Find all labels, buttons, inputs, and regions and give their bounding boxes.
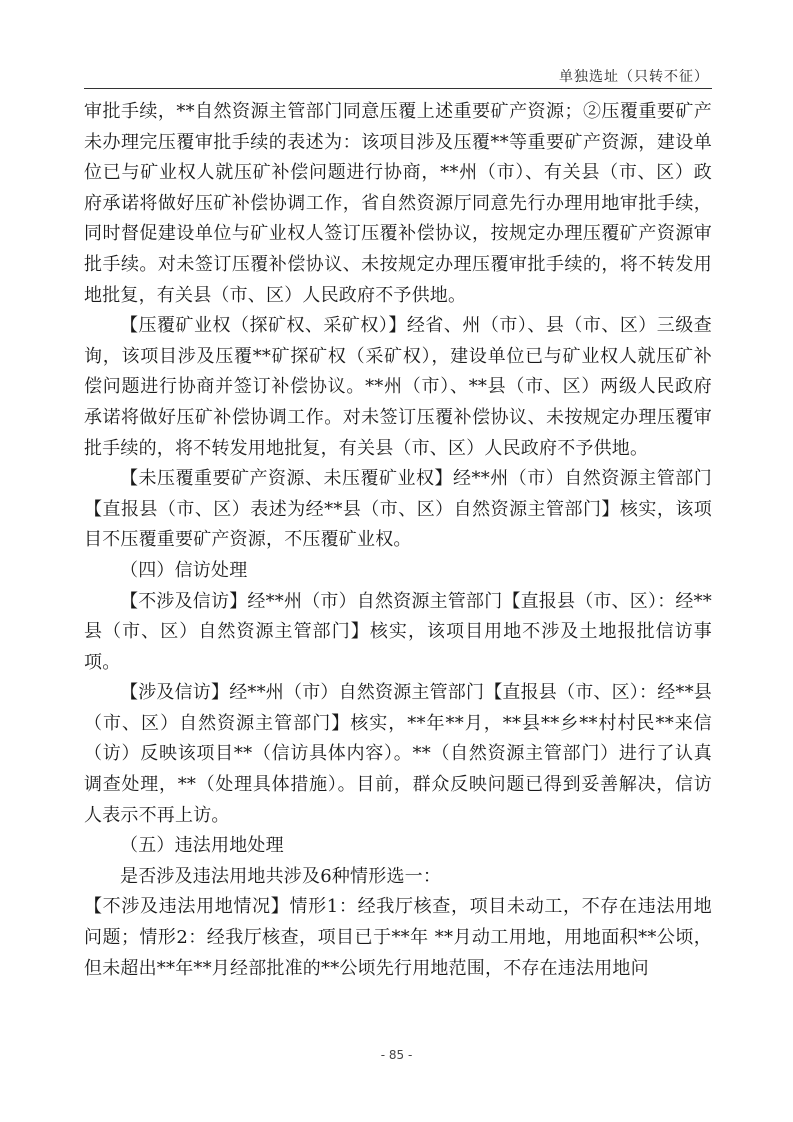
paragraph-no-illegal-land: 【不涉及违法用地情况】情形1：经我厅核查，项目未动工，不存在违法用地问题；情形2：经我厅核查，项目已于**年 **月动工用地，用地面积**公顷，但未超出**年**月经部批准的**公顷先行用地范围，不存在违法用地问 [84,896,712,979]
paragraph-no-overlay: 【未压覆重要矿产资源、未压覆矿业权】经**州（市）自然资源主管部门【直报县（市、区）表述为经**县（市、区）自然资源主管部门】核实，该项目不压覆重要矿产资源，不压覆矿业权。 [84,468,712,551]
page-number: - 85 - [380,1048,413,1062]
paragraph-mineral-approval: 审批手续，**自然资源主管部门同意压覆上述重要矿产资源；②压覆重要矿产未办理完压覆审批手续的表述为：该项目涉及压覆**等重要矿产资源，建设单位已与矿业权人就压矿补偿问题进行协商，**州（市）、有关县（市、区）政府承诺将做好压矿补偿协调工作，省自然资源厅同意先行办理用地审批手续，同时督促建设单位与矿业权人签订压覆补偿协议，按规定办理压覆矿产资源审批手续。对未签订压覆补偿协议、未按规定办理压覆审批手续的，将不转发用地批复，有关县（市、区）人民政府不予供地。 [84,101,712,306]
header-rule [84,88,712,89]
running-header: 单独选址（只转不征） [559,69,709,85]
paragraph-six-cases: 是否涉及违法用地共涉及6种情形选一： [120,865,442,887]
section-heading-petition: （四）信访处理 [120,559,248,581]
paragraph-no-petition: 【不涉及信访】经**州（市）自然资源主管部门【直报县（市、区）：经**县（市、区）自然资源主管部门】核实，该项目用地不涉及土地报批信访事项。 [84,590,712,673]
paragraph-petition: 【涉及信访】经**州（市）自然资源主管部门【直报县（市、区）：经**县（市、区）自然资源主管部门】核实，**年**月，**县**乡**村村民**来信（访）反映该项目**（信访具体内容）。**（自然资源主管部门）进行了认真调查处理，**（处理具体措施）。目前，群众反映问题已得到妥善解决，信访人表示不再上访。 [84,682,712,826]
paragraph-mining-rights: 【压覆矿业权（探矿权、采矿权）】经省、州（市）、县（市、区）三级查询，该项目涉及压覆**矿探矿权（采矿权），建设单位已与矿业权人就压矿补偿问题进行协商并签订补偿协议。**州（市）、**县（市、区）两级人民政府承诺将做好压矿补偿协调工作。对未签订压覆补偿协议、未按规定办理压覆审批手续的，将不转发用地批复，有关县（市、区）人民政府不予供地。 [84,315,712,459]
document-body [84,97,712,984]
section-heading-illegal-land: （五）违法用地处理 [120,835,284,857]
